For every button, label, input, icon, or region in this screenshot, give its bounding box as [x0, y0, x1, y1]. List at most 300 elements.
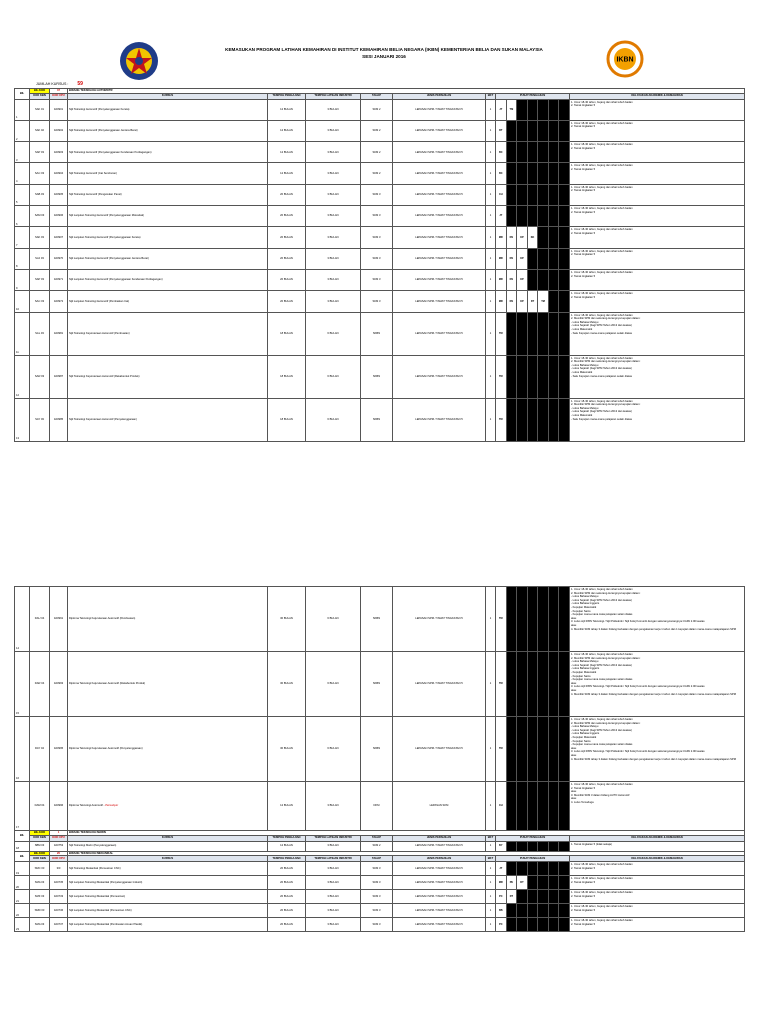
tempoh-pengajian: 18 BULAN [268, 312, 306, 355]
pusat-code [549, 842, 560, 851]
kod-kbn: DAY 04 [30, 717, 50, 782]
tempoh-latihan: 3 BULAN [306, 841, 361, 851]
bkt: 1 [486, 652, 496, 717]
row-number: 3 [15, 142, 30, 163]
bkt: 1 [486, 120, 496, 141]
kelayakan-line: - Lulus Sejarah (bagi SPM Tahun 2013 dan keatas) [571, 410, 632, 414]
kelayakan-line: 3. Lulus sijil IKBN Teknologi / Sijil Politeknik / Sijil Kolej Komuniti dengan sekurang-kurangnya CGPA 2.00 keatas [571, 750, 705, 754]
pusat-code [559, 842, 569, 851]
course-row [15, 227, 745, 248]
kod-upu: 3I0 [50, 862, 68, 876]
course-row [15, 841, 745, 851]
col-pusat: PUSAT PENGAJIAN [496, 93, 570, 99]
row-number: 12 [15, 355, 30, 398]
kod-kbn: SAK 02 [30, 120, 50, 141]
bkt: 1 [486, 227, 496, 248]
pusat-code [549, 782, 560, 830]
bkt: 1 [486, 587, 496, 652]
pusat-code: PC [496, 890, 507, 903]
pusat-pengajian [496, 184, 570, 205]
row-number: 13 [15, 398, 30, 441]
course-row [15, 876, 745, 890]
course-row [15, 142, 745, 163]
tahap: SKM 3 [361, 890, 393, 904]
bkt: 1 [486, 862, 496, 876]
course-row [15, 312, 745, 355]
kelayakan-line: 1. Umur 18-30 tahun, bujang dan sihat tubuh badan [571, 121, 633, 125]
pusat-code [528, 142, 539, 162]
pusat-list [496, 782, 569, 830]
pusat-list [496, 356, 569, 398]
pusat-code [517, 842, 528, 851]
kelayakan-line: - Lulus Matematik [571, 413, 593, 417]
pusat-code [517, 163, 528, 183]
kelayakan-line: 1. Umur 18-30 tahun, bujang dan sihat tubuh badan [571, 185, 633, 189]
pusat-list [496, 163, 569, 183]
pusat-code [559, 185, 569, 205]
kod-upu: 3A0971 [50, 269, 68, 290]
kelayakan-line: 2. Tamat tingkatan 5 [571, 146, 596, 150]
kelayakan [570, 269, 745, 290]
pusat-pengajian [496, 206, 570, 227]
row-number: 16 [15, 717, 30, 782]
pusat-code [517, 918, 528, 931]
course-row [15, 291, 745, 312]
pusat-code [559, 163, 569, 183]
kelayakan-line: 2. Tamat tingkatan 5 [571, 786, 596, 790]
pusat-code [517, 356, 528, 398]
kelayakan-line: 1. Umur 18-30 tahun, bujang dan sihat tubuh badan [571, 313, 633, 317]
tempoh-pengajian: 20 BULAN [268, 904, 306, 918]
pusat-code [528, 399, 539, 441]
pusat-list [496, 185, 569, 205]
kelayakan [570, 312, 745, 355]
pusat-pengajian [496, 918, 570, 932]
kursus-name: Sijil Teknologi Kejuruteraan Automotif (Pembuatan) [68, 312, 268, 355]
pusat-code [507, 142, 518, 162]
pusat-code: BB [496, 904, 507, 917]
kelayakan-line: 1. Umur 18-30 tahun, bujang dan sihat tubuh badan [571, 143, 633, 147]
row-number: 20 [15, 876, 30, 890]
kod-kbn: SAB 03 [30, 184, 50, 205]
kelayakan-line: atau [571, 616, 577, 620]
tahap: SKBN [361, 398, 393, 441]
pusat-code [559, 918, 569, 931]
tempoh-pengajian: 20 BULAN [268, 876, 306, 890]
pusat-code [538, 652, 549, 716]
pusat-pengajian [496, 862, 570, 876]
bkt: 1 [486, 206, 496, 227]
tempoh-pengajian: 12 BULAN [268, 163, 306, 184]
pusat-code: MR [496, 270, 507, 290]
pusat-pengajian [496, 120, 570, 141]
col-kelayakan: KELAYAKAN AKADEMIK & KEMAHIRAN [570, 93, 745, 99]
kod-kbn: SAM 03 [30, 206, 50, 227]
bkt: 1 [486, 717, 496, 782]
jenis-persijilan: LEPASAN SKM [393, 782, 486, 831]
col-kod-upu: KOD UPU [50, 93, 68, 99]
kelayakan-line: atau [571, 797, 577, 801]
tahap: SKM 2 [361, 120, 393, 141]
pusat-code [559, 782, 569, 830]
pusat-pengajian [496, 248, 570, 269]
pusat-pengajian [496, 652, 570, 717]
tempoh-latihan: 3 BULAN [306, 142, 361, 163]
jenis-persijilan: LEPASAN SPM / TAMAT TINGKATAN 5 [393, 312, 486, 355]
tahap: SKM 3 [361, 248, 393, 269]
kelayakan-line: - Satu Kepujian mana-mana pelajaran selain diatas [571, 331, 632, 335]
pusat-code [549, 206, 560, 226]
col-tempoh-latihan: TEMPOH LATIHAN INDUSTRI [306, 856, 361, 862]
kelayakan-line: 1. Umur 18-30 tahun, bujang dan sihat tubuh badan [571, 783, 633, 786]
kementerian-logo [118, 40, 160, 82]
row-number: 15 [15, 652, 30, 717]
jenis-persijilan: LEPASAN SPM / TAMAT TINGKATAN 5 [393, 398, 486, 441]
course-row [15, 269, 745, 290]
row-number: 19 [15, 862, 30, 876]
kelayakan-line: atau [571, 746, 577, 750]
tempoh-pengajian: 12 BULAN [268, 142, 306, 163]
pusat-code [517, 399, 528, 441]
pusat-code [528, 313, 539, 355]
kelayakan-line: - Lulus Sejarah (bagi SPM Tahun 2013 dan keatas) [571, 324, 632, 328]
tempoh-latihan: 3 BULAN [306, 782, 361, 831]
pusat-code: DS [507, 249, 518, 269]
tahap: SKM 3 [361, 291, 393, 312]
pusat-code: KP [517, 227, 528, 247]
tahap: SKM 3 [361, 904, 393, 918]
kelayakan-line: 1. Umur 18-30 tahun, bujang dan sihat tubuh badan [571, 207, 633, 211]
pusat-code [507, 842, 518, 851]
kelayakan-line: 3. Lulus sijil IKBN Teknologi / Sijil Politeknik / Sijil Kolej Komuniti dengan sekurang-kurangnya CGPA 2.00 keatas [571, 620, 705, 624]
kelayakan [570, 890, 745, 904]
kod-upu: 3A0733 [50, 890, 68, 904]
kod-upu: 3A0995 [50, 717, 68, 782]
kelayakan-line: atau [571, 790, 577, 794]
pusat-code [538, 163, 549, 183]
pusat-code: JT [496, 100, 507, 120]
pusat-code [549, 185, 560, 205]
kursus-name: Sijil Lanjutan Teknologi Mekanikal (Pemesinan CNC) [68, 904, 268, 918]
course-row [15, 163, 745, 184]
pusat-list [496, 270, 569, 290]
kelayakan-line: - Kepujian Matematik [571, 670, 597, 674]
kod-upu: 3A0904 [50, 163, 68, 184]
tempoh-pengajian: 20 BULAN [268, 890, 306, 904]
pusat-code [549, 356, 560, 398]
pusat-code: MR [496, 876, 507, 889]
kelayakan-line: - Lulus Sejarah (bagi SPM Tahun 2013 dan keatas) [571, 663, 632, 667]
pusat-pengajian [496, 142, 570, 163]
bkt: 1 [486, 782, 496, 831]
tahap: SKM 3 [361, 876, 393, 890]
bkt: 1 [486, 398, 496, 441]
bkt: 1 [486, 355, 496, 398]
tahap: SKM 2 [361, 99, 393, 120]
kelayakan [570, 355, 745, 398]
tempoh-pengajian: 20 BULAN [268, 918, 306, 932]
kod-kbn: SMC 03 [30, 862, 50, 876]
jenis-persijilan: LEPASAN SPM / TAMAT TINGKATAN 5 [393, 269, 486, 290]
pusat-code [559, 876, 569, 889]
kelayakan-line: 2. Tamat tingkatan 5 [571, 125, 596, 129]
pusat-code [549, 587, 560, 651]
pusat-list [496, 399, 569, 441]
kelayakan-line: 4. Memiliki SKM tahap 3 dalam bidang berkaitan dengan pengalaman kerja 1 tahun dan 1 kepujian dalam mana-mana matapelajaran SPM [571, 692, 736, 696]
jenis-persijilan: LEPASAN SPM / TAMAT TINGKATAN 5 [393, 904, 486, 918]
col-kod-upu: KOD UPU [50, 835, 68, 841]
kelayakan-line: 1. Umur 18-30 tahun, bujang dan sihat tubuh badan [571, 877, 633, 881]
kelayakan-line: - Lulus Bahasa Inggeris [571, 602, 600, 606]
kod-upu: 3A0753 [50, 841, 68, 851]
kod-kbn: SAP 03 [30, 142, 50, 163]
pusat-code [538, 270, 549, 290]
kelayakan-line: 2. Tamat tingkatan 5 [571, 866, 596, 870]
kursus-name: Diploma Teknologi Kejuruteraan Automotif (Penyelenggaraan) [68, 717, 268, 782]
tempoh-latihan: 3 BULAN [306, 120, 361, 141]
pusat-pengajian [496, 890, 570, 904]
kursus-name: Sijil Teknologi Automotif (Pengetukan Panel) [68, 184, 268, 205]
bidang-name: BIDANG TEKNOLOGI MEKANIKAL [68, 851, 745, 856]
pusat-code [549, 121, 560, 141]
tahap: SKBN [361, 652, 393, 717]
bil-header: BIL [15, 851, 30, 862]
kelayakan-line: 2. Memiliki SPM dan sekurang-kurangnya kepujian dalam: [571, 317, 641, 321]
tempoh-latihan: 3 BULAN [306, 227, 361, 248]
pusat-code [528, 782, 539, 830]
pusat-code [549, 890, 560, 903]
pusat-list [496, 313, 569, 355]
pusat-code [507, 163, 518, 183]
automotif-table [14, 88, 745, 442]
pusat-code [549, 918, 560, 931]
kelayakan-line: 2. Tamat tingkatan 5 [571, 922, 596, 926]
pusat-code [517, 904, 528, 917]
kelayakan [570, 163, 745, 184]
kelayakan-line: - Lulus Matematik [571, 370, 593, 374]
kursus-name: Sijil Teknologi Marin (Penyelenggaraan) [68, 841, 268, 851]
pusat-code [549, 717, 560, 781]
pusat-code: KK [528, 227, 539, 247]
pusat-code [559, 270, 569, 290]
kursus-name: Sijil Lanjutan Teknologi Automotif (Penyelenggaraan Kereta) [68, 227, 268, 248]
bidang-count: 37 [50, 89, 68, 94]
row-number: 10 [15, 291, 30, 312]
pusat-code [538, 399, 549, 441]
kelayakan-line: 2. Tamat tingkatan 5 [571, 295, 596, 299]
pusat-code [528, 904, 539, 917]
pusat-code [517, 142, 528, 162]
pusat-code [538, 717, 549, 781]
pusat-list [496, 206, 569, 226]
kelayakan-line: 2. Tamat tingkatan 5 [571, 168, 596, 172]
pusat-code: TM [496, 717, 507, 781]
jenis-persijilan: LEPASAN SPM / TAMAT TINGKATAN 5 [393, 841, 486, 851]
kelayakan-line: - Kepujian mana-mana mata pelajaran selain diatas [571, 613, 633, 617]
pusat-code [549, 291, 560, 311]
page-title [170, 46, 598, 60]
col-kod-kbn: KOD KBN [30, 856, 50, 862]
pusat-list [496, 918, 569, 931]
tempoh-pengajian: 20 BULAN [268, 248, 306, 269]
pusat-code [528, 862, 539, 875]
pusat-code [507, 862, 518, 875]
kelayakan-line: - Kepujian Matematik [571, 735, 597, 739]
course-row [15, 890, 745, 904]
col-kelayakan: KELAYAKAN AKADEMIK & KEMAHIRAN [570, 835, 745, 841]
bkt: 1 [486, 269, 496, 290]
bkt: 1 [486, 904, 496, 918]
kelayakan [570, 184, 745, 205]
course-row [15, 904, 745, 918]
bkt: 1 [486, 876, 496, 890]
pusat-code: TM [496, 399, 507, 441]
tahap: SKM 3 [361, 206, 393, 227]
kelayakan-line: 2. Memiliki SPM dan sekurang-kurangnya kepujian dalam: [571, 656, 641, 660]
kelayakan-line: 2. Memiliki SPM dan sekurang-kurangnya kepujian dalam: [571, 403, 641, 407]
pusat-code [517, 121, 528, 141]
tempoh-pengajian: 12 BULAN [268, 120, 306, 141]
kursus-name: Sijil Lanjutan Teknologi Mekanikal (Pemesinan) [68, 890, 268, 904]
kod-kbn: SMA 03 [30, 876, 50, 890]
ikbn-logo-text: IKBN [616, 56, 634, 64]
col-tempoh-latihan: TEMPOH LATIHAN INDUSTRI [306, 93, 361, 99]
kod-upu: 3A0985 [50, 398, 68, 441]
pusat-code [507, 399, 518, 441]
kod-kbn: DAR 04 [30, 652, 50, 717]
kelayakan-line: - Lulus Bahasa Melayu [571, 320, 599, 324]
pusat-code [528, 890, 539, 903]
pusat-code: TM [496, 652, 507, 716]
pusat-code [559, 717, 569, 781]
tahap: SKM 3 [361, 862, 393, 876]
pusat-code [517, 782, 528, 830]
kelayakan-line: - Kepujian Sains [571, 609, 591, 613]
kursus-name: Sijil Lanjutan Teknologi Mekanikal (Pembuatan Acuan Plastik) [68, 918, 268, 932]
kelayakan [570, 782, 745, 831]
col-bkt: BKT [486, 856, 496, 862]
kelayakan-line: 2. Memiliki SPM dan sekurang-kurangnya kepujian dalam: [571, 360, 641, 364]
kod-kbn: SAC 03 [30, 291, 50, 312]
pusat-code [507, 904, 518, 917]
pusat-code: MR [496, 227, 507, 247]
jenis-persijilan: LEPASAN SPM / TAMAT TINGKATAN 5 [393, 717, 486, 782]
jenis-persijilan: LEPASAN SPM / TAMAT TINGKATAN 5 [393, 99, 486, 120]
tempoh-latihan: 3 BULAN [306, 291, 361, 312]
col-bkt: BKT [486, 835, 496, 841]
pusat-code [549, 227, 560, 247]
kod-kbn: SBM 03 [30, 841, 50, 851]
kelayakan [570, 876, 745, 890]
kelayakan [570, 227, 745, 248]
bkt: 1 [486, 142, 496, 163]
kelayakan-line: - Kepujian Sains [571, 739, 591, 743]
kelayakan-line: - Lulus Bahasa Melayu [571, 406, 599, 410]
row-number: 6 [15, 206, 30, 227]
kursus-name: Sijil Lanjutan Teknologi Mekanikal (Penyelenggaraan Industri) [68, 876, 268, 890]
tempoh-pengajian: 20 BULAN [268, 291, 306, 312]
pusat-code [559, 291, 569, 311]
pusat-code: DS [507, 227, 518, 247]
tempoh-latihan: 3 BULAN [306, 206, 361, 227]
tahap: SKM 2 [361, 841, 393, 851]
kelayakan [570, 862, 745, 876]
pusat-code [538, 121, 549, 141]
pusat-code [559, 356, 569, 398]
course-row [15, 782, 745, 831]
kelayakan-line: 2. Tamat tingkatan 5 [571, 210, 596, 214]
tempoh-pengajian: 30 BULAN [268, 652, 306, 717]
col-kursus: KURSUS [68, 835, 268, 841]
jenis-persijilan: LEPASAN SPM / TAMAT TINGKATAN 5 [393, 227, 486, 248]
pusat-list [496, 291, 569, 311]
jenis-persijilan: LEPASAN SPM / TAMAT TINGKATAN 5 [393, 248, 486, 269]
kursus-name: Sijil Lanjutan Teknologi Automotif (Penyelenggaraan Kenderaan Perdagangan) [68, 269, 268, 290]
kelayakan-line: 1. Umur 18-30 tahun, bujang dan sihat tubuh badan [571, 356, 633, 360]
kod-kbn: SMF 03 [30, 890, 50, 904]
bkt: 1 [486, 918, 496, 932]
kelayakan-line: 4. Memiliki SKM tahap 3 dalam bidang berkaitan dengan pengalaman kerja 1 tahun dan 1 kepujian dalam mana-mana matapelajaran SPM [571, 627, 736, 631]
kod-kbn: SAK 01 [30, 99, 50, 120]
kod-upu: 3A0901 [50, 99, 68, 120]
col-kod-kbn: KOD KBN [30, 93, 50, 99]
kod-kbn: SAP 03 [30, 269, 50, 290]
kod-kbn: SAJ 03 [30, 248, 50, 269]
pusat-code [528, 876, 539, 889]
pusat-code [517, 717, 528, 781]
pusat-code: DT [507, 890, 518, 903]
row-number: 5 [15, 184, 30, 205]
pusat-code [538, 904, 549, 917]
jenis-persijilan: LEPASAN SPM / TAMAT TINGKATAN 5 [393, 120, 486, 141]
bidang-name: BIDANG TEKNOLOGI AUTOMOTIF [68, 89, 745, 94]
kelayakan-line: - Kepujian Sains [571, 674, 591, 678]
pusat-code [559, 399, 569, 441]
kursus-name: Sijil Lanjutan Teknologi Automotif (Penyelenggaraan Jentera Berat) [68, 248, 268, 269]
kod-upu: 3A0905 [50, 184, 68, 205]
kelayakan-line: 4. Memiliki SKM tahap 3 dalam bidang berkaitan dengan pengalaman kerja 1 tahun dan 1 kepujian dalam mana-mana matapelajaran SPM [571, 757, 736, 761]
pusat-code: KP [517, 291, 528, 311]
pusat-list [496, 121, 569, 141]
pusat-code: KP [517, 249, 528, 269]
kelayakan-line: 2. Memiliki SPM dan sekurang-kurangnya kepujian dalam: [571, 721, 641, 725]
pusat-code [538, 862, 549, 875]
kelayakan-line: 2. Tamat tingkatan 5 [571, 274, 596, 278]
tempoh-pengajian: 20 BULAN [268, 227, 306, 248]
kelayakan [570, 142, 745, 163]
row-number: 21 [15, 890, 30, 904]
pusat-code [538, 842, 549, 851]
title-line-1: KEMASUKAN PROGRAM LATIHAN KEMAHIRAN DI INSTITUT KEMAHIRAN BELIA NEGARA (IKBN) KEMENTERIAN BELIA DAN SUKAN MALAYSIA [225, 47, 543, 52]
tahap: SKM 2 [361, 163, 393, 184]
kelayakan-line: 1. Umur 18-30 tahun, bujang dan sihat tubuh badan [571, 399, 633, 403]
kelayakan-line: 3. Memiliki SKM 3 dalam bidang AUTO Automotif [571, 793, 630, 797]
kursus-name: Diploma Teknologi Automotif - Perisabyer [68, 782, 268, 831]
pusat-code: CH [496, 185, 507, 205]
kelayakan [570, 841, 745, 851]
pusat-list [496, 890, 569, 903]
course-row [15, 248, 745, 269]
kod-kbn: SMA 03 [30, 918, 50, 932]
col-tahap: TAHAP [361, 93, 393, 99]
bkt: 1 [486, 890, 496, 904]
pusat-list [496, 227, 569, 247]
course-row [15, 184, 745, 205]
kelayakan-line: 1. Umur 18-30 tahun, bujang dan sihat tubuh badan [571, 891, 633, 895]
kelayakan-line: 2. Tamat tingkatan 5 [571, 104, 596, 108]
bidang-kod: BIL.KOD [30, 831, 50, 836]
pusat-code [507, 121, 518, 141]
